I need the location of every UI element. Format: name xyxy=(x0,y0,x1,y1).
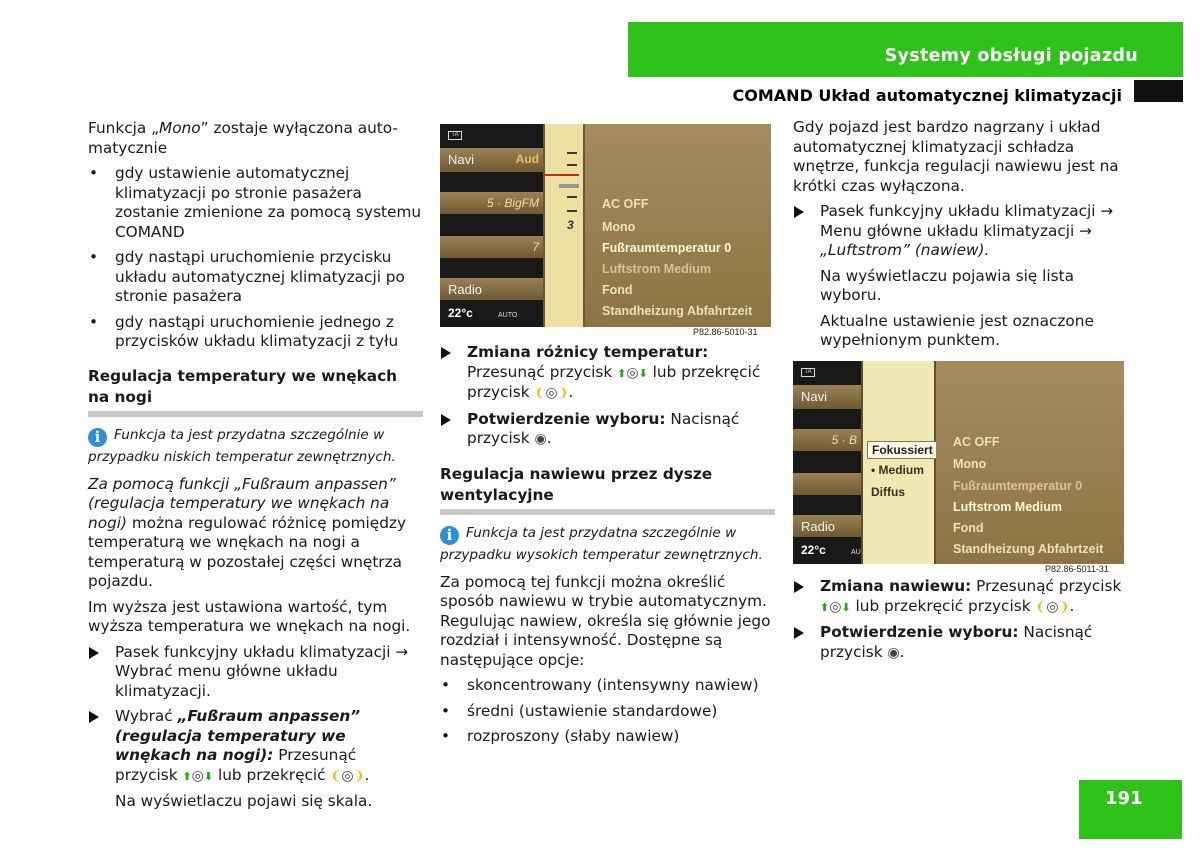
figure-caption: P82.86-5011-31 xyxy=(1045,564,1109,574)
column-right xyxy=(793,118,1128,357)
menu-option-selected: Luftstrom Medium xyxy=(953,500,1063,514)
scale-value: 3 xyxy=(567,218,574,232)
menu-option: Mono xyxy=(602,220,636,234)
column-middle xyxy=(440,343,775,753)
info-note: i Funkcja ta jest przydatna szczególnie w przypadku niskich temperatur zewnętrznych. xyxy=(88,426,396,465)
section-title: Systemy obsługi pojazdu xyxy=(884,46,1138,66)
intro-paragraph: Funkcja „Mono” zostaje wyłączona auto-matycznie xyxy=(88,119,398,157)
list-item: • rozproszony (słaby nawiew) xyxy=(440,727,775,747)
list-item: • gdy ustawienie automatycznej klimatyzacji po stronie pasażera zostanie zmienione za pomocą systemu COMAND xyxy=(88,164,423,242)
screen-menu xyxy=(585,124,771,327)
airflow-popup xyxy=(861,361,936,564)
paragraph: Na wyświetlaczu pojawia się lista wyboru. xyxy=(820,266,1075,304)
paragraph: Za pomocą tej funkcji można określić sposób nawiewu w trybie automatycznym. Regulując nawiew, określa się głównie jego rozdział i intensywność. Dostępne są następujące opcje: xyxy=(440,572,771,669)
steps-list xyxy=(440,343,775,450)
steps-list xyxy=(793,577,1128,663)
menu-option-selected: Fußraumtemperatur 0 xyxy=(602,241,732,255)
step-item: Zmiana nawiewu: Przesunąć przycisk ⬆◎⬇ lub przekręcić przycisk ❨◎❩. xyxy=(793,577,1128,617)
screen-label: Radio xyxy=(448,282,482,297)
auto-indicator: AU xyxy=(851,549,861,556)
paragraph: Za pomocą funkcji „Fußraum anpassen” (regulacja temperatury we wnękach na nogi) można regulować różnicę pomiędzy temperaturą we wnękach na nogi a temperaturą w pozostałej części wnętrza pojazdu. xyxy=(88,474,406,590)
page-number: 191 xyxy=(1079,780,1182,839)
popup-option: Fokussiert xyxy=(867,441,938,459)
step-item: Pasek funkcyjny układu klimatyzacji → Wybrać menu główne układu klimatyzacji. xyxy=(88,643,423,702)
info-icon: i xyxy=(88,428,107,447)
menu-option: Fußraumtemperatur 0 xyxy=(953,479,1083,493)
menu-option: Fond xyxy=(602,283,633,297)
paragraph: Aktualne ustawienie jest oznaczone wypełnionym punktem. xyxy=(820,311,1094,349)
paragraph: Na wyświetlaczu pojawi się skala. xyxy=(115,792,373,810)
step-item: Potwierdzenie wyboru: Nacisnąć przycisk ◉. xyxy=(440,410,775,450)
popup-option: Diffus xyxy=(871,485,905,499)
temperature-scale xyxy=(543,124,585,327)
slide-control-icon: ⬆◎⬇ xyxy=(617,364,648,381)
step-arrow-icon xyxy=(794,581,804,593)
station-label: 5 · BigFM xyxy=(486,196,539,210)
station-label: 5 · B xyxy=(831,433,857,447)
station-number: 7 xyxy=(532,240,539,254)
rotate-control-icon: ❨◎❩ xyxy=(1035,598,1070,615)
ta-badge: TA xyxy=(448,131,462,140)
press-control-icon: ◉ xyxy=(887,644,900,661)
list-item: • gdy nastąpi uruchomienie przycisku układu automatycznej klimatyzacji po stronie pasażera xyxy=(88,248,423,307)
slide-control-icon: ⬆◎⬇ xyxy=(182,767,214,784)
rotate-control-icon: ❨◎❩ xyxy=(330,767,365,784)
comand-screen-airflow xyxy=(793,361,1124,564)
steps-list xyxy=(88,643,423,787)
step-arrow-icon xyxy=(794,627,804,639)
temperature-readout: 22°c xyxy=(448,306,473,320)
menu-option: Luftstrom Medium xyxy=(602,262,712,276)
list-item: • średni (ustawienie standardowe) xyxy=(440,702,775,722)
step-arrow-icon xyxy=(89,647,99,659)
screen-left-panel xyxy=(440,124,543,327)
step-arrow-icon xyxy=(89,711,99,723)
section-heading: Regulacja temperatury we wnękach na nogi xyxy=(88,366,398,406)
step-arrow-icon xyxy=(794,206,804,218)
paragraph: Im wyższa jest ustawiona wartość, tym wyższa temperatura we wnękach na nogi. xyxy=(88,597,411,635)
temperature-readout: 22°c xyxy=(801,543,826,557)
screen-label: Radio xyxy=(801,519,835,534)
menu-option: Standheizung Abfahrtzeit xyxy=(953,542,1104,556)
popup-option-current: • Medium xyxy=(871,463,924,477)
step-item: Wybrać „Fußraum anpassen” (regulacja temperatury we wnękach na nogi): Przesunąć przycisk ⬆◎⬇ lub przekręcić ❨◎❩. xyxy=(88,707,423,786)
menu-option: Standheizung Abfahrtzeit xyxy=(602,304,753,318)
section-heading: Regulacja nawiewu przez dysze wentylacyjne xyxy=(440,464,713,504)
step-item: Pasek funkcyjny układu klimatyzacji → Menu główne układu klimatyzacji → „Luftstrom” (nawiew). xyxy=(793,202,1128,261)
step-arrow-icon xyxy=(441,414,451,426)
column-left xyxy=(88,119,423,818)
ta-badge: TA xyxy=(801,368,815,377)
info-note: i Funkcja ta jest przydatna szczególnie w przypadku wysokich temperatur zewnętrznych. xyxy=(440,524,763,563)
menu-option: Fond xyxy=(953,521,984,535)
press-control-icon: ◉ xyxy=(534,431,547,447)
list-item: • skoncentrowany (intensywny nawiew) xyxy=(440,676,775,696)
page-subtitle: COMAND Układ automatycznej klimatyzacji xyxy=(732,86,1122,105)
screen-label: Navi xyxy=(801,389,828,404)
subtitle-marker xyxy=(1134,80,1183,102)
menu-option: AC OFF xyxy=(953,435,1000,449)
auto-indicator: AUTO xyxy=(498,312,518,319)
screen-label: Navi xyxy=(448,152,475,167)
step-item: Zmiana różnicy temperatur: Przesunąć przycisk ⬆◎⬇ lub przekręcić przycisk ❨◎❩. xyxy=(440,343,775,404)
heading-rule xyxy=(88,411,423,417)
slide-control-icon: ⬆◎⬇ xyxy=(820,598,851,615)
mono-off-list xyxy=(88,164,423,352)
steps-list xyxy=(793,202,1128,261)
step-arrow-icon xyxy=(441,347,451,359)
airflow-options-list xyxy=(440,676,775,747)
paragraph: Gdy pojazd jest bardzo nagrzany i układ automatycznej klimatyzacji schładza wnętrze, funkcja regulacji nawiewu jest na krótki czas wyłączona. xyxy=(793,118,1119,195)
screen-menu xyxy=(936,361,1124,564)
column-right-lower xyxy=(793,577,1128,669)
screen-label: Aud xyxy=(515,152,539,166)
rotate-control-icon: ❨◎❩ xyxy=(534,385,569,401)
figure-caption: P82.86-5010-31 xyxy=(693,327,758,337)
info-icon: i xyxy=(440,526,459,545)
screen-left-panel xyxy=(793,361,861,564)
comand-screen-footwell xyxy=(440,124,771,327)
step-item: Potwierdzenie wyboru: Nacisnąć przycisk ◉. xyxy=(793,623,1128,663)
menu-option: AC OFF xyxy=(602,197,649,211)
menu-option: Mono xyxy=(953,457,987,471)
heading-rule xyxy=(440,509,775,515)
list-item: • gdy nastąpi uruchomienie jednego z przycisków układu klimatyzacji z tyłu xyxy=(88,313,423,352)
